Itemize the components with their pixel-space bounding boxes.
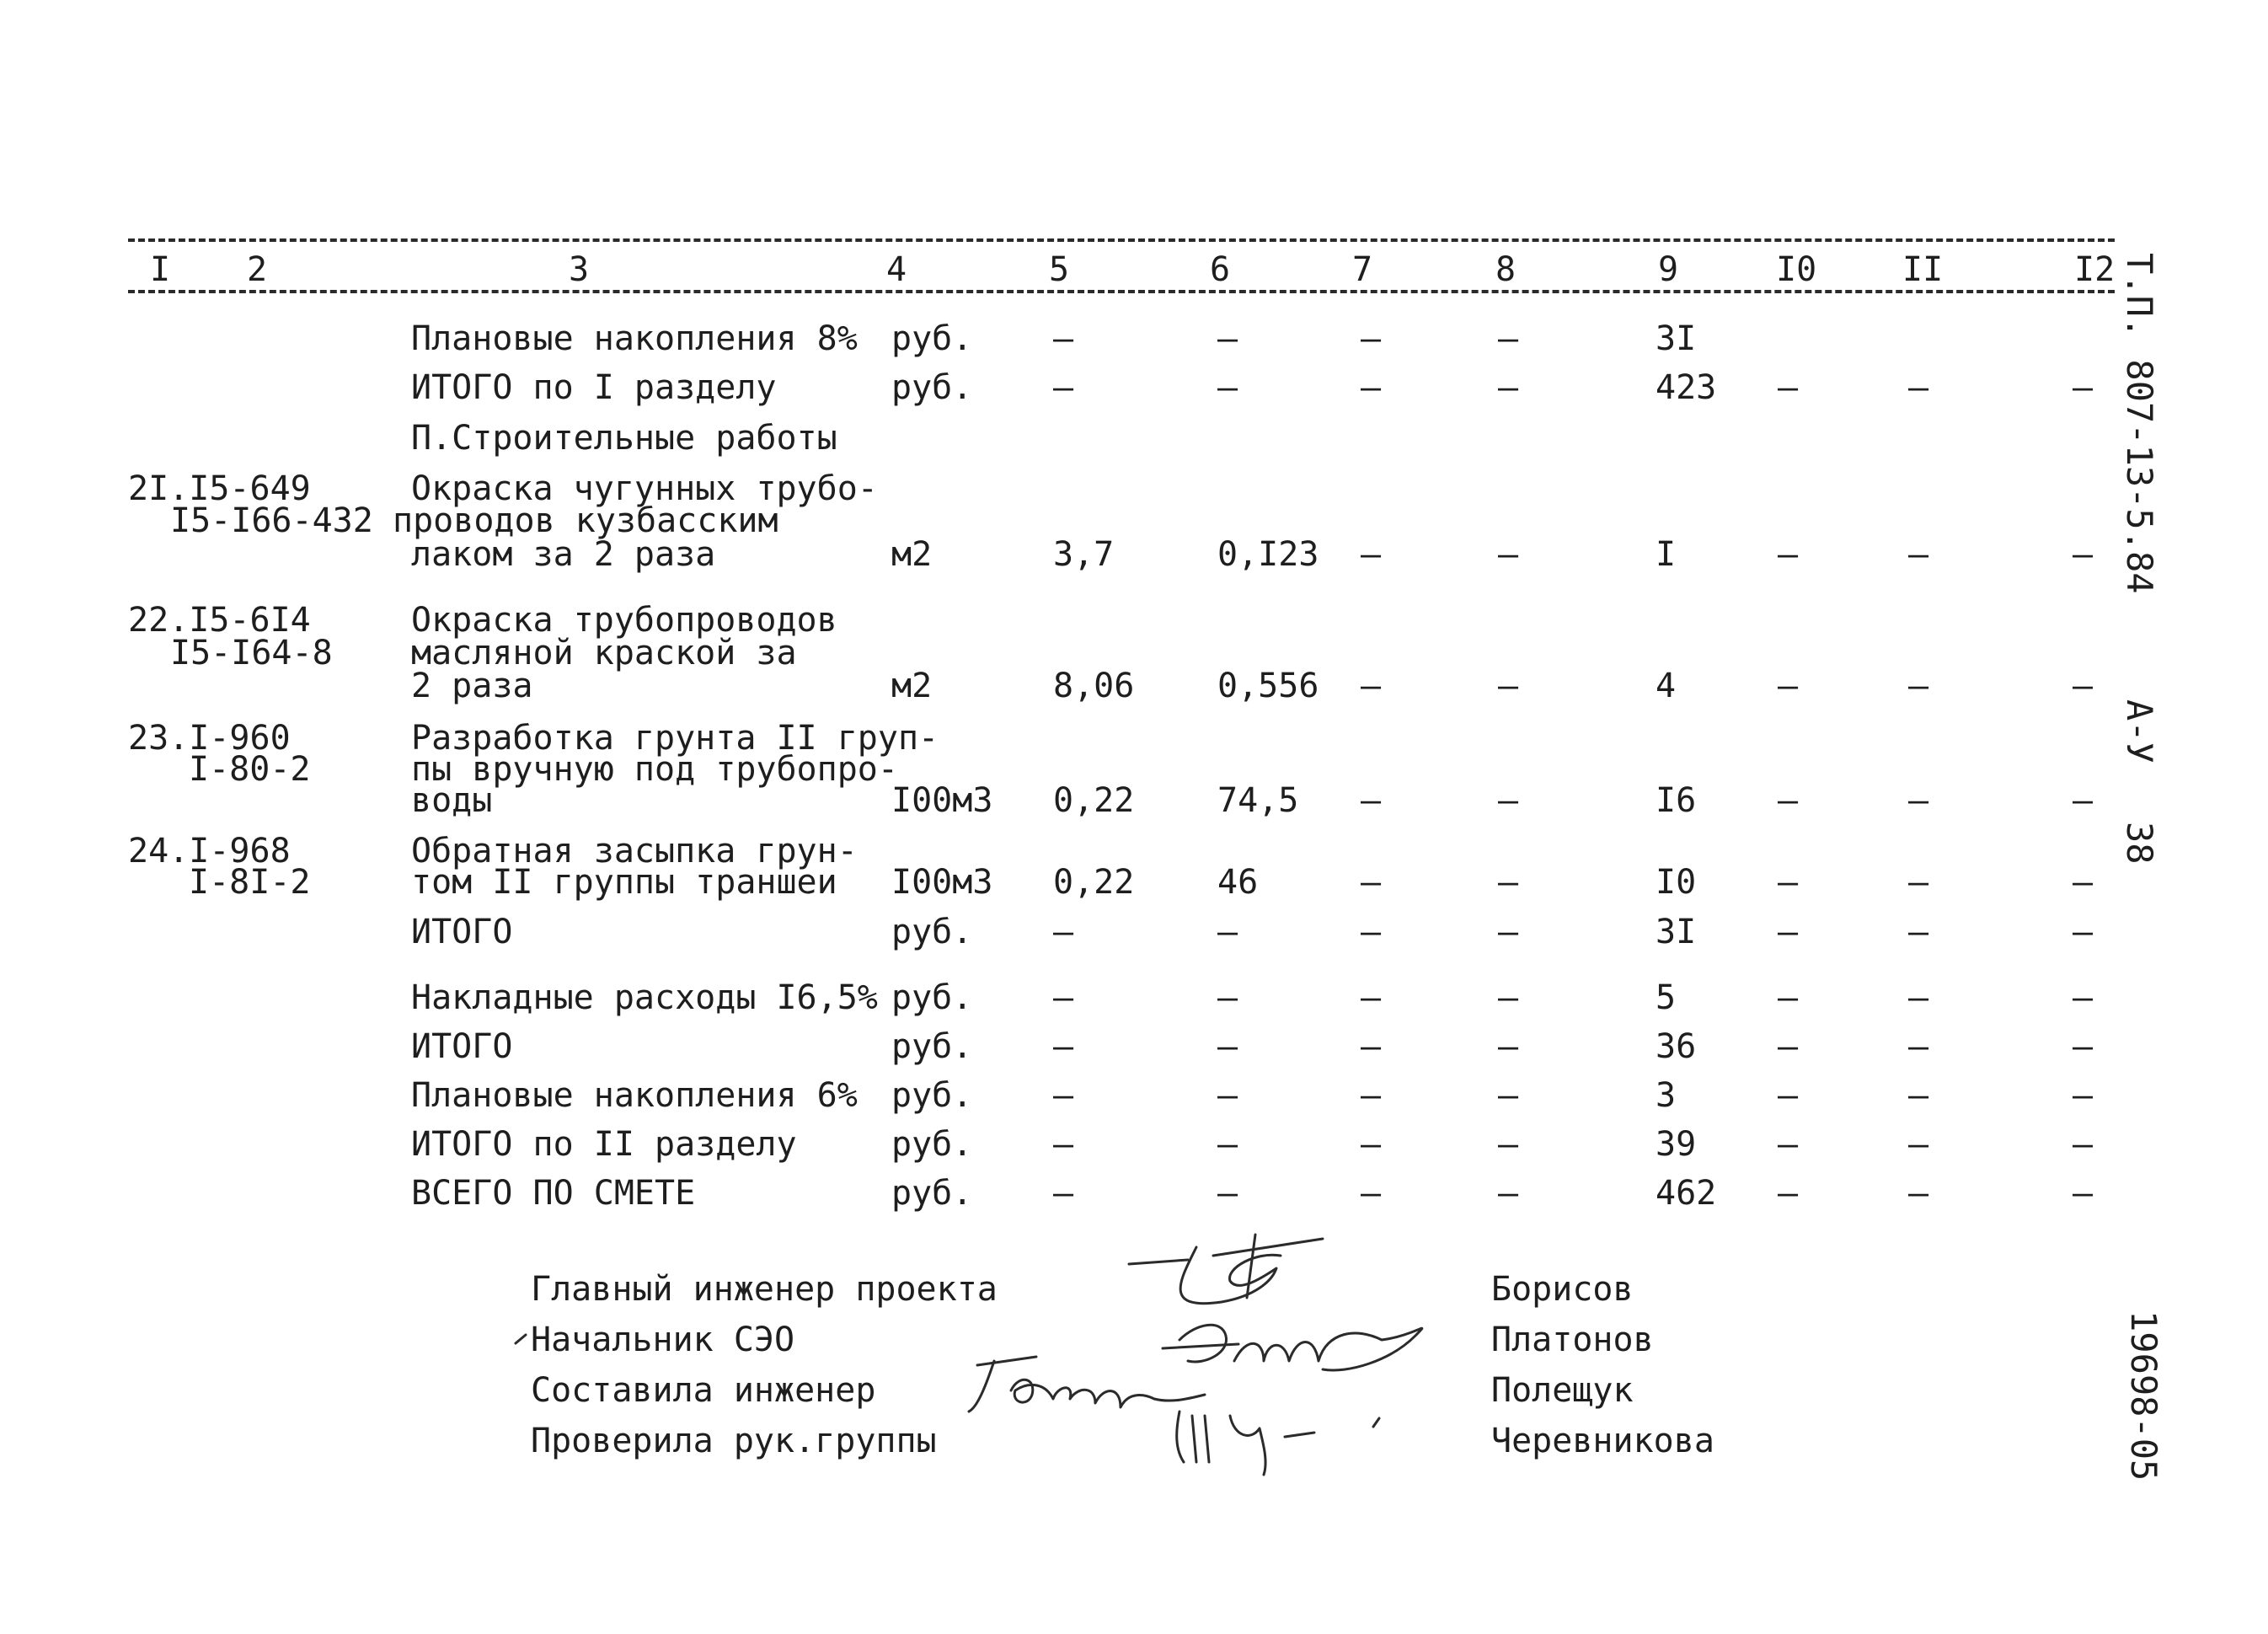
- row-c5: –: [1053, 1174, 1074, 1213]
- col-header-9: 9: [1658, 250, 1679, 289]
- row-c7: –: [1361, 1076, 1382, 1115]
- row-c12: –: [2073, 978, 2094, 1017]
- row-c10: –: [1778, 535, 1799, 574]
- row-c10: –: [1778, 978, 1799, 1017]
- row-c8: –: [1498, 667, 1519, 705]
- row-c5: –: [1053, 1125, 1074, 1164]
- inventory-number: 19698-05: [2123, 1310, 2164, 1481]
- section-heading: П.Строительные работы: [411, 419, 837, 458]
- col-header-10: I0: [1776, 250, 1817, 289]
- row-code: 24.I-968: [128, 832, 291, 871]
- row-c9: I0: [1656, 863, 1697, 902]
- row-c10: –: [1778, 1174, 1799, 1213]
- row-c8: –: [1498, 1125, 1519, 1164]
- col-header-4: 4: [886, 250, 907, 289]
- row-c11: –: [1908, 978, 1929, 1017]
- row-c12: –: [2073, 913, 2094, 951]
- row-c9: I: [1656, 535, 1677, 574]
- row-unit: руб.: [891, 1076, 973, 1115]
- row-c12: –: [2073, 667, 2094, 705]
- row-name: ИТОГО по II разделу: [411, 1125, 797, 1164]
- row-unit: м2: [891, 667, 933, 705]
- row-code: 22.I5-6I4: [128, 601, 311, 640]
- signature-person: Черевникова: [1491, 1422, 1714, 1460]
- col-header-1: I: [150, 250, 171, 289]
- col-header-7: 7: [1352, 250, 1373, 289]
- col-header-3: 3: [569, 250, 590, 289]
- row-name: Плановые накопления 6%: [411, 1076, 858, 1115]
- row-c11: –: [1908, 781, 1929, 820]
- tick-mark: [514, 1331, 531, 1348]
- row-c8: –: [1498, 319, 1519, 358]
- row-c10: –: [1778, 913, 1799, 951]
- row-unit: руб.: [891, 1174, 973, 1213]
- row-c7: –: [1361, 319, 1382, 358]
- row-c9: I6: [1656, 781, 1697, 820]
- row-c7: –: [1361, 1125, 1382, 1164]
- row-c6: –: [1217, 1076, 1238, 1115]
- row-unit: руб.: [891, 978, 973, 1017]
- row-unit: м2: [891, 535, 933, 574]
- row-code: 23.I-960: [128, 719, 291, 758]
- row-c11: –: [1908, 368, 1929, 407]
- row-c12: –: [2073, 1174, 2094, 1213]
- row-c12: –: [2073, 368, 2094, 407]
- row-code-sub: I-80-2: [189, 750, 311, 789]
- row-c8: –: [1498, 1027, 1519, 1066]
- row-name: том II группы траншеи: [411, 863, 837, 902]
- row-c7: –: [1361, 978, 1382, 1017]
- row-c9: 4: [1656, 667, 1677, 705]
- col-header-12: I2: [2074, 250, 2116, 289]
- row-c7: –: [1361, 1027, 1382, 1066]
- signature-role: Составила инженер: [531, 1371, 876, 1410]
- row-name: масляной краской за: [411, 634, 797, 672]
- row-c6: –: [1217, 368, 1238, 407]
- row-code-sub: I5-I64-8: [170, 634, 333, 672]
- row-name: лаком за 2 раза: [411, 535, 716, 574]
- row-unit: руб.: [891, 1027, 973, 1066]
- row-name: Плановые накопления 8%: [411, 319, 858, 358]
- row-c8: –: [1498, 1076, 1519, 1115]
- row-c10: –: [1778, 1076, 1799, 1115]
- row-unit: I00м3: [891, 863, 993, 902]
- header-top-rule: [128, 238, 2115, 242]
- row-unit: руб.: [891, 319, 973, 358]
- row-name: Окраска чугунных трубо-: [411, 469, 878, 508]
- row-c10: –: [1778, 1125, 1799, 1164]
- row-unit: руб.: [891, 1125, 973, 1164]
- row-c6: 74,5: [1217, 781, 1299, 820]
- row-name: ВСЕГО ПО СМЕТЕ: [411, 1174, 696, 1213]
- row-c7: –: [1361, 863, 1382, 902]
- signature-role: Главный инженер проекта: [531, 1270, 998, 1309]
- row-c10: –: [1778, 863, 1799, 902]
- row-c5: –: [1053, 978, 1074, 1017]
- row-c5: –: [1053, 368, 1074, 407]
- row-c5: 0,22: [1053, 781, 1135, 820]
- row-name: Окраска трубопроводов: [411, 601, 837, 640]
- row-c8: –: [1498, 1174, 1519, 1213]
- row-c6: –: [1217, 913, 1238, 951]
- row-c7: –: [1361, 667, 1382, 705]
- row-c8: –: [1498, 863, 1519, 902]
- row-c5: 8,06: [1053, 667, 1135, 705]
- row-c9: 5: [1656, 978, 1677, 1017]
- row-name: Обратная засыпка грун-: [411, 832, 858, 871]
- row-c6: –: [1217, 1174, 1238, 1213]
- row-code-sub: I-8I-2: [189, 863, 311, 902]
- row-c8: –: [1498, 535, 1519, 574]
- row-c7: –: [1361, 913, 1382, 951]
- row-code-sub: I5-I66-432: [170, 501, 373, 540]
- row-c6: –: [1217, 1027, 1238, 1066]
- row-c8: –: [1498, 781, 1519, 820]
- col-header-8: 8: [1495, 250, 1516, 289]
- page-number: 38: [2119, 822, 2160, 865]
- row-c11: –: [1908, 667, 1929, 705]
- row-unit: руб.: [891, 913, 973, 951]
- row-c10: –: [1778, 667, 1799, 705]
- row-c10: –: [1778, 1027, 1799, 1066]
- row-c7: –: [1361, 368, 1382, 407]
- row-name: пы вручную под трубопро-: [411, 750, 898, 789]
- row-c9: 3I: [1656, 913, 1697, 951]
- row-name: Разработка грунта II груп-: [411, 719, 939, 758]
- row-c8: –: [1498, 368, 1519, 407]
- row-c12: –: [2073, 863, 2094, 902]
- row-name: проводов кузбасским: [393, 501, 778, 540]
- signature-person: Полещук: [1491, 1371, 1634, 1410]
- row-c6: 0,556: [1217, 667, 1319, 705]
- row-c9: 423: [1656, 368, 1717, 407]
- col-header-11: II: [1902, 250, 1944, 289]
- row-c9: 3: [1656, 1076, 1677, 1115]
- row-name: ИТОГО: [411, 1027, 513, 1066]
- row-c7: –: [1361, 781, 1382, 820]
- row-c11: –: [1908, 1076, 1929, 1115]
- row-c11: –: [1908, 1174, 1929, 1213]
- row-c6: –: [1217, 1125, 1238, 1164]
- signature-role: Начальник СЭО: [531, 1321, 795, 1359]
- row-c6: –: [1217, 319, 1238, 358]
- row-c12: –: [2073, 781, 2094, 820]
- row-name: ИТОГО: [411, 913, 513, 951]
- row-name: ИТОГО по I разделу: [411, 368, 777, 407]
- doc-code: Т.П. 807-13-5.84: [2119, 253, 2160, 594]
- row-c9: 3I: [1656, 319, 1697, 358]
- row-c5: 0,22: [1053, 863, 1135, 902]
- row-c12: –: [2073, 1125, 2094, 1164]
- signature-person: Платонов: [1491, 1321, 1654, 1359]
- signature-role: Проверила рук.группы: [531, 1422, 937, 1460]
- handwritten-signature-checker: [1167, 1395, 1394, 1479]
- row-c12: –: [2073, 535, 2094, 574]
- row-c10: –: [1778, 781, 1799, 820]
- row-c11: –: [1908, 1027, 1929, 1066]
- col-header-6: 6: [1210, 250, 1231, 289]
- row-code: 2I.I5-649: [128, 469, 311, 508]
- row-c8: –: [1498, 913, 1519, 951]
- signature-person: Борисов: [1491, 1270, 1634, 1309]
- row-c12: –: [2073, 1076, 2094, 1115]
- row-c5: –: [1053, 319, 1074, 358]
- album-label: А-У: [2119, 699, 2160, 763]
- row-c5: –: [1053, 1027, 1074, 1066]
- row-unit: руб.: [891, 368, 973, 407]
- row-c7: –: [1361, 1174, 1382, 1213]
- row-c5: –: [1053, 913, 1074, 951]
- row-c5: –: [1053, 1076, 1074, 1115]
- row-c9: 462: [1656, 1174, 1717, 1213]
- row-c5: 3,7: [1053, 535, 1115, 574]
- col-header-5: 5: [1049, 250, 1070, 289]
- row-c8: –: [1498, 978, 1519, 1017]
- row-c10: –: [1778, 368, 1799, 407]
- row-c11: –: [1908, 913, 1929, 951]
- row-c9: 39: [1656, 1125, 1697, 1164]
- row-c11: –: [1908, 1125, 1929, 1164]
- col-header-2: 2: [247, 250, 268, 289]
- row-c9: 36: [1656, 1027, 1697, 1066]
- row-c6: –: [1217, 978, 1238, 1017]
- row-name: 2 раза: [411, 667, 533, 705]
- row-c7: –: [1361, 535, 1382, 574]
- row-c11: –: [1908, 535, 1929, 574]
- header-bottom-rule: [128, 290, 2115, 293]
- row-name: Накладные расходы I6,5%: [411, 978, 878, 1017]
- row-c6: 0,I23: [1217, 535, 1319, 574]
- row-c11: –: [1908, 863, 1929, 902]
- row-unit: I00м3: [891, 781, 993, 820]
- row-c12: –: [2073, 1027, 2094, 1066]
- row-name: воды: [411, 781, 493, 820]
- row-c6: 46: [1217, 863, 1259, 902]
